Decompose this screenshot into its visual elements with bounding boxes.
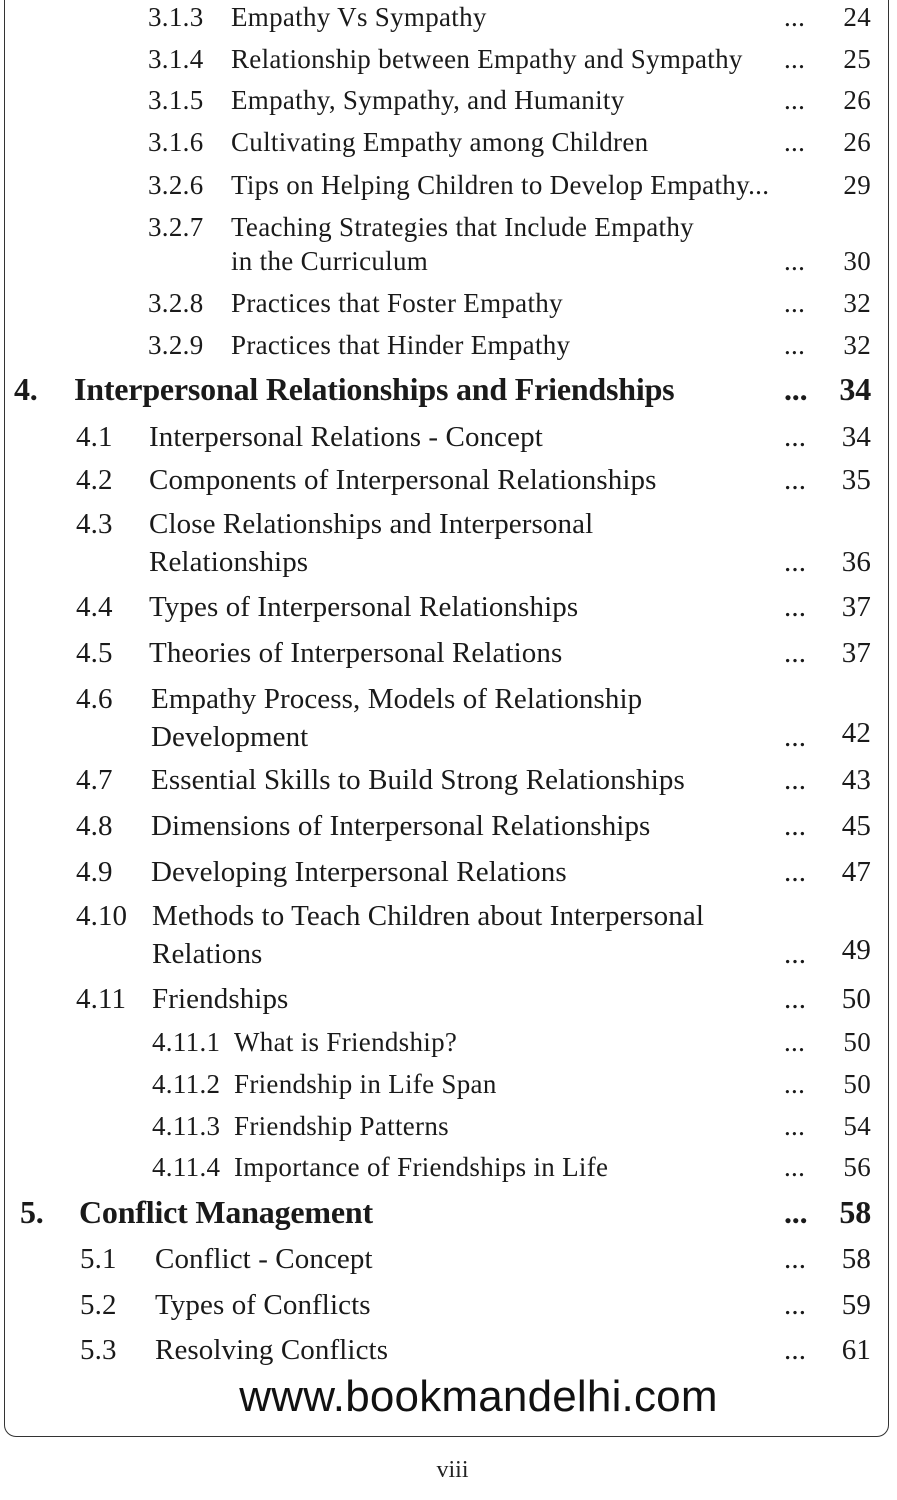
- entry-page: 50: [841, 983, 871, 1015]
- entry-title: Theories of Interpersonal Relations: [149, 637, 563, 669]
- chapter-page: 58: [839, 1194, 871, 1230]
- entry-number: 3.1.4: [148, 44, 204, 74]
- leader-dots: ...: [784, 983, 807, 1015]
- entry-title: Practices that Foster Empathy: [231, 288, 563, 318]
- entry-number: 3.1.5: [148, 85, 204, 115]
- entry-page: 30: [843, 246, 871, 276]
- entry-number: 4.2: [76, 464, 113, 496]
- entry-page: 50: [843, 1027, 871, 1057]
- leader-dots: ...: [784, 371, 808, 407]
- entry-number: 4.11.1: [152, 1027, 221, 1057]
- entry-number: 3.2.9: [148, 330, 204, 360]
- entry-title: Friendships: [152, 983, 289, 1015]
- entry-title: Types of Interpersonal Relationships: [149, 591, 579, 623]
- entry-title: Conflict - Concept: [155, 1243, 373, 1275]
- entry-page: 61: [841, 1334, 871, 1366]
- leader-dots: ...: [784, 591, 807, 623]
- entry-title: Empathy Vs Sympathy: [231, 2, 487, 32]
- entry-number: 4.11.4: [152, 1152, 221, 1182]
- entry-title: Resolving Conflicts: [155, 1334, 389, 1366]
- entry-page: 56: [843, 1152, 871, 1182]
- leader-dots: ...: [784, 1027, 806, 1057]
- entry-number: 4.11.3: [152, 1111, 221, 1141]
- entry-title: Types of Conflicts: [155, 1289, 371, 1321]
- entry-page: 24: [843, 2, 871, 32]
- leader-dots: ...: [784, 330, 806, 360]
- entry-title: Friendship Patterns: [234, 1111, 449, 1141]
- chapter-number: 4.: [14, 371, 38, 407]
- entry-number: 4.11.2: [152, 1069, 221, 1099]
- entry-title-continued: Relations: [152, 938, 263, 970]
- entry-title: Interpersonal Relations - Concept: [149, 421, 543, 453]
- entry-number: 4.8: [76, 810, 113, 842]
- entry-title: Empathy, Sympathy, and Humanity: [231, 85, 625, 115]
- entry-number: 4.5: [76, 637, 113, 669]
- entry-page: 37: [841, 591, 871, 623]
- entry-number: 4.7: [76, 764, 113, 796]
- entry-number: 3.2.6: [148, 170, 204, 200]
- entry-page: 50: [843, 1069, 871, 1099]
- leader-dots: ...: [784, 85, 806, 115]
- entry-number: 4.6: [76, 683, 113, 715]
- entry-number: 4.4: [76, 591, 113, 623]
- leader-dots: ...: [784, 1152, 806, 1182]
- entry-page: 59: [841, 1289, 871, 1321]
- entry-title: Dimensions of Interpersonal Relationships: [151, 810, 651, 842]
- entry-title: Components of Interpersonal Relationships: [149, 464, 657, 496]
- entry-title: Empathy Process, Models of Relationship: [151, 683, 643, 715]
- page-number: viii: [436, 1457, 469, 1483]
- leader-dots: ...: [784, 127, 806, 157]
- entry-number: 5.3: [80, 1334, 117, 1366]
- leader-dots: ...: [784, 810, 807, 842]
- entry-title: Practices that Hinder Empathy: [231, 330, 571, 360]
- leader-dots: ...: [784, 44, 806, 74]
- leader-dots: ...: [784, 1194, 808, 1230]
- entry-title: Cultivating Empathy among Children: [231, 127, 649, 157]
- entry-page: 32: [843, 330, 871, 360]
- leader-dots: ...: [784, 637, 807, 669]
- entry-title: Methods to Teach Children about Interpersonal: [152, 900, 704, 932]
- leader-dots: ...: [784, 288, 806, 318]
- entry-page: 34: [841, 421, 871, 453]
- entry-number: 4.11: [76, 983, 127, 1015]
- entry-page: 32: [843, 288, 871, 318]
- entry-title: Close Relationships and Interpersonal: [149, 508, 594, 540]
- chapter-page: 34: [839, 371, 871, 407]
- entry-title: Tips on Helping Children to Develop Empathy...: [231, 170, 770, 200]
- entry-title-continued: Relationships: [149, 546, 309, 578]
- leader-dots: ...: [784, 1111, 806, 1141]
- leader-dots: ...: [784, 721, 807, 753]
- watermark-url: www.bookmandelhi.com: [239, 1372, 718, 1421]
- entry-number: 3.2.8: [148, 288, 204, 318]
- entry-page: 37: [841, 637, 871, 669]
- entry-title-continued: Development: [151, 721, 309, 753]
- leader-dots: ...: [784, 1289, 807, 1321]
- leader-dots: ...: [784, 938, 807, 970]
- leader-dots: ...: [784, 1334, 807, 1366]
- entry-number: 5.1: [80, 1243, 117, 1275]
- entry-number: 3.1.6: [148, 127, 204, 157]
- entry-number: 4.3: [76, 508, 113, 540]
- entry-page: 43: [841, 764, 871, 796]
- entry-page: 47: [841, 856, 871, 888]
- entry-title: Developing Interpersonal Relations: [151, 856, 567, 888]
- leader-dots: ...: [784, 764, 807, 796]
- entry-number: 4.1: [76, 421, 113, 453]
- entry-page: 25: [843, 44, 871, 74]
- entry-page: 36: [841, 546, 871, 578]
- entry-page: 54: [843, 1111, 871, 1141]
- entry-page: 29: [843, 170, 871, 200]
- entry-number: 3.1.3: [148, 2, 204, 32]
- leader-dots: ...: [784, 421, 807, 453]
- entry-number: 5.2: [80, 1289, 117, 1321]
- chapter-title: Conflict Management: [79, 1194, 373, 1230]
- entry-page: 45: [841, 810, 871, 842]
- leader-dots: ...: [784, 2, 806, 32]
- leader-dots: ...: [784, 1069, 806, 1099]
- entry-title: What is Friendship?: [234, 1027, 458, 1057]
- entry-title: Teaching Strategies that Include Empathy: [231, 212, 694, 242]
- entry-page: 49: [841, 934, 871, 966]
- chapter-number: 5.: [20, 1194, 44, 1230]
- leader-dots: ...: [784, 856, 807, 888]
- entry-title: Relationship between Empathy and Sympathy: [231, 44, 743, 74]
- entry-page: 26: [843, 85, 871, 115]
- entry-title-continued: in the Curriculum: [231, 246, 429, 276]
- entry-page: 35: [841, 464, 871, 496]
- leader-dots: ...: [784, 246, 806, 276]
- entry-title: Essential Skills to Build Strong Relationships: [151, 764, 685, 796]
- leader-dots: ...: [784, 464, 807, 496]
- entry-page: 58: [841, 1243, 871, 1275]
- entry-title: Importance of Friendships in Life: [234, 1152, 609, 1182]
- leader-dots: ...: [784, 546, 807, 578]
- chapter-title: Interpersonal Relationships and Friendships: [74, 371, 675, 407]
- entry-page: 42: [841, 717, 871, 749]
- entry-number: 4.9: [76, 856, 113, 888]
- entry-page: 26: [843, 127, 871, 157]
- entry-title: Friendship in Life Span: [234, 1069, 497, 1099]
- entry-number: 3.2.7: [148, 212, 204, 242]
- entry-number: 4.10: [76, 900, 128, 932]
- leader-dots: ...: [784, 1243, 807, 1275]
